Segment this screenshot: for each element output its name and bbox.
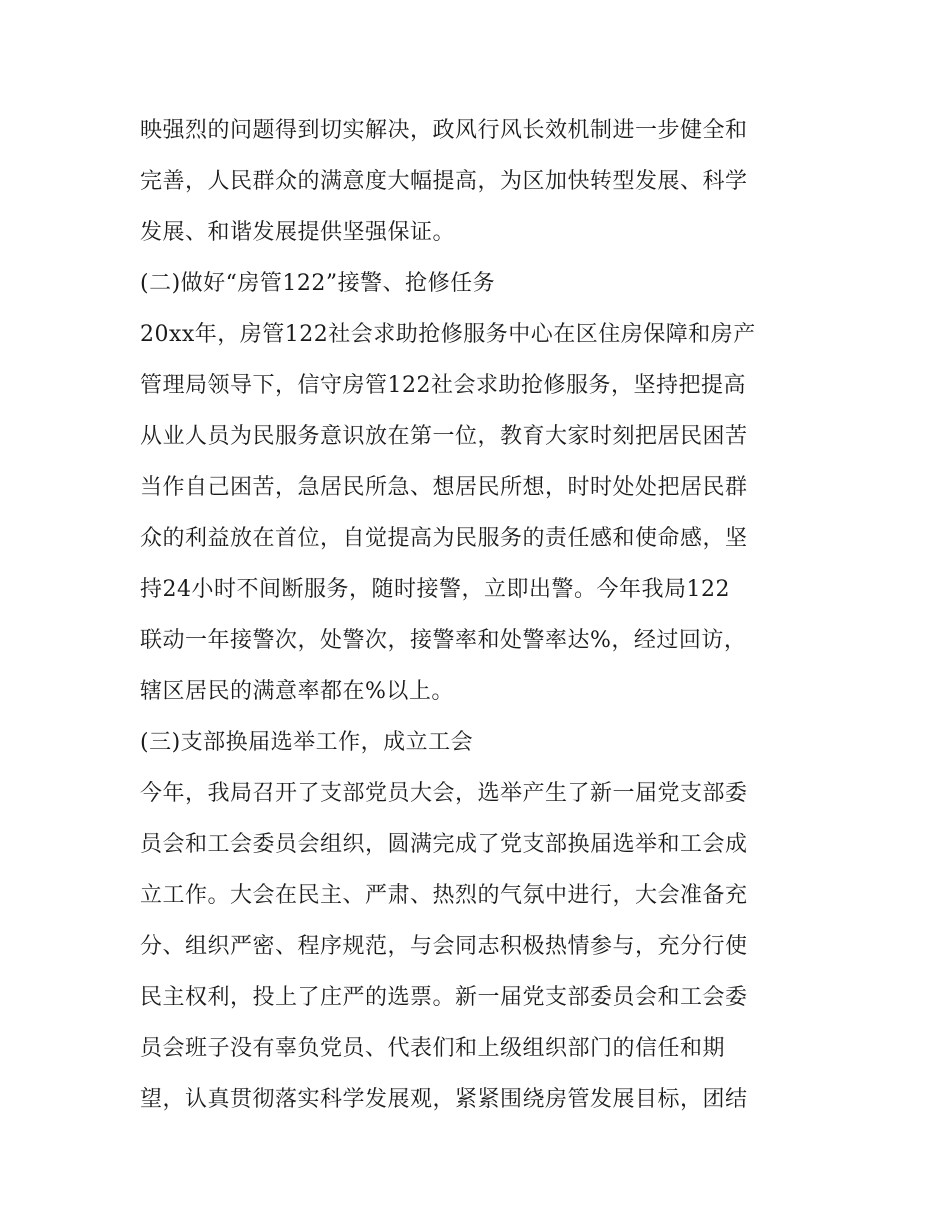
document-body <box>140 105 820 1125</box>
text-line: 当作自己困苦，急居民所急、想居民所想，时时处处把居民群 <box>140 475 748 500</box>
text-line: 20xx年，房管122社会求助抢修服务中心在区住房保障和房产 <box>140 322 756 347</box>
section-heading: (二)做好“房管122”接警、抢修任务 <box>140 271 496 296</box>
text-line: 分、组织严密、程序规范，与会同志积极热情参与，充分行使 <box>140 934 748 959</box>
text-line: 员会班子没有辜负党员、代表们和上级组织部门的信任和期 <box>140 1036 726 1061</box>
text-line: 映强烈的问题得到切实解决，政风行风长效机制进一步健全和 <box>140 118 748 143</box>
text-line: 持24小时不间断服务，随时接警，立即出警。今年我局122 <box>140 577 730 602</box>
text-line: 联动一年接警次，处警次，接警率和处警率达%，经过回访， <box>140 628 747 653</box>
text-line: 管理局领导下，信守房管122社会求助抢修服务，坚持把提高 <box>140 373 746 398</box>
text-line: 从业人员为民服务意识放在第一位，教育大家时刻把居民困苦 <box>140 424 748 449</box>
text-line: 员会和工会委员会组织，圆满完成了党支部换届选举和工会成 <box>140 832 748 857</box>
text-line: 众的利益放在首位，自觉提高为民服务的责任感和使命感，坚 <box>140 526 748 551</box>
text-line: 望，认真贯彻落实科学发展观，紧紧围绕房管发展目标，团结 <box>140 1087 748 1112</box>
text-line: 完善，人民群众的满意度大幅提高，为区加快转型发展、科学 <box>140 169 748 194</box>
section-heading: (三)支部换届选举工作，成立工会 <box>140 730 474 755</box>
text-line: 今年，我局召开了支部党员大会，选举产生了新一届党支部委 <box>140 781 748 806</box>
text-line: 发展、和谐发展提供坚强保证。 <box>140 220 456 245</box>
text-line: 民主权利，投上了庄严的选票。新一届党支部委员会和工会委 <box>140 985 748 1010</box>
text-line: 辖区居民的满意率都在%以上。 <box>140 679 454 704</box>
text-line: 立工作。大会在民主、严肃、热烈的气氛中进行，大会准备充 <box>140 883 748 908</box>
